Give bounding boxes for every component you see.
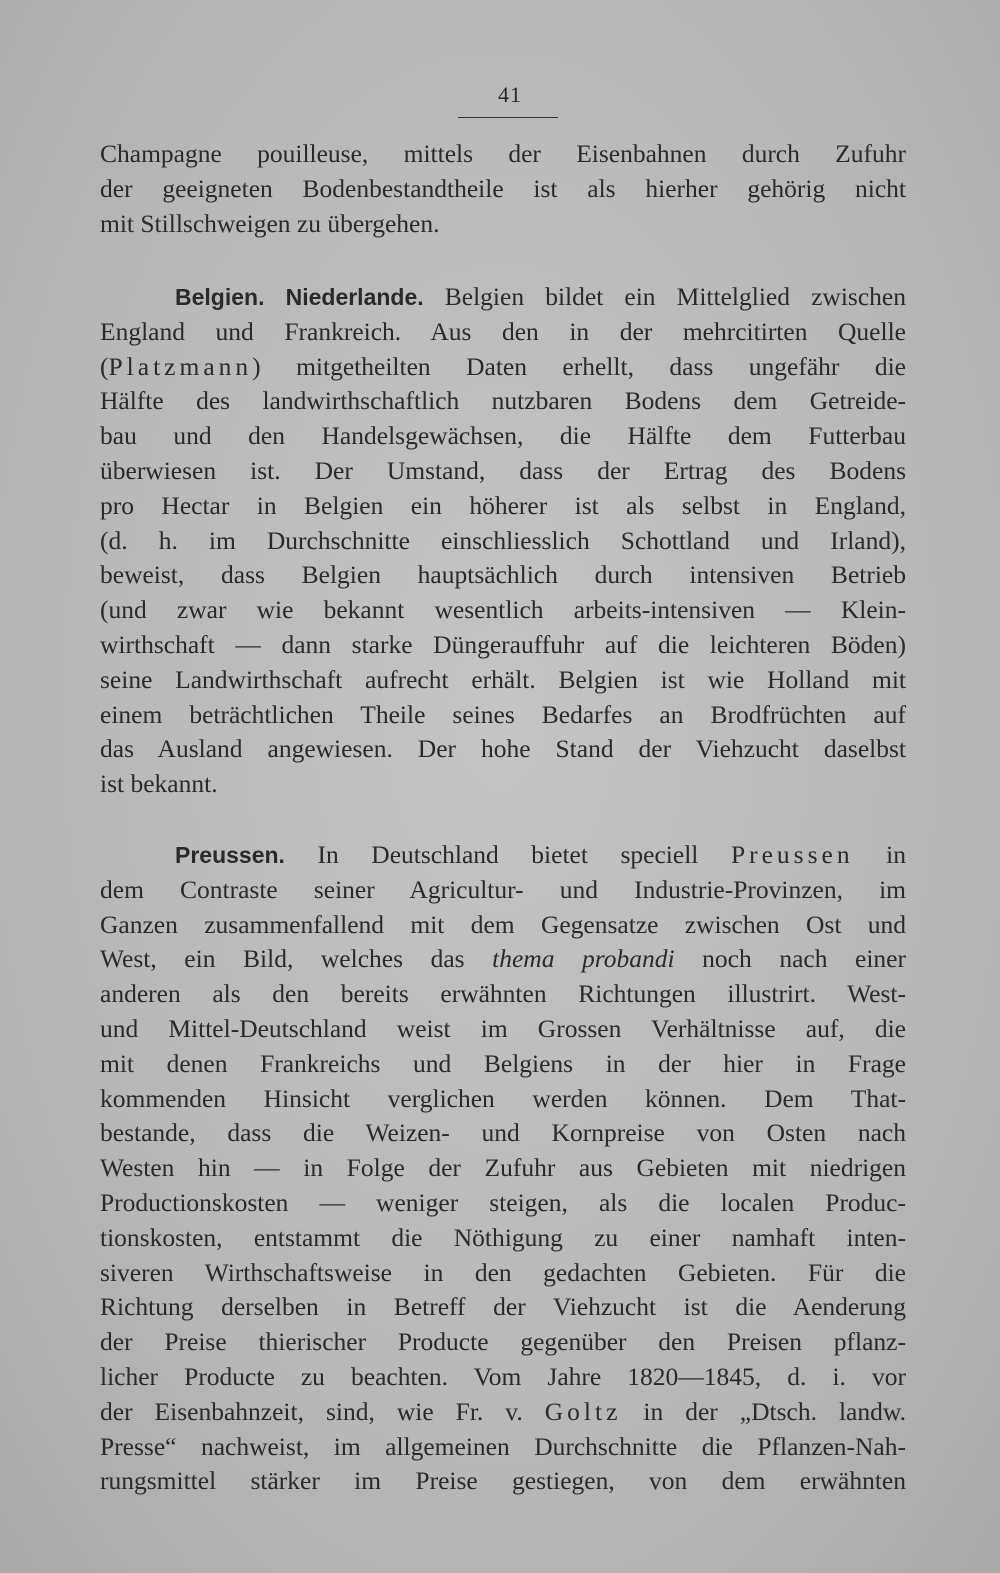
text-line bbox=[100, 350, 906, 385]
text-line bbox=[100, 280, 906, 315]
text-span: ( bbox=[100, 351, 109, 381]
page-number: 41 bbox=[498, 82, 522, 107]
text-span: in bbox=[853, 840, 906, 869]
emphasis-preussen: Preussen bbox=[730, 840, 854, 869]
text-line: wirthschaft — dann starke Düngerauffuhr auf die leichteren Böden) bbox=[100, 629, 906, 659]
text-line: der Preise thierischer Producte gegenüber den Preisen pflanz- bbox=[100, 1327, 906, 1357]
text-line: Productionskosten — weniger steigen, als die localen Produc- bbox=[100, 1187, 906, 1217]
text-line: Westen hin — in Folge der Zufuhr aus Gebieten mit niedrigen bbox=[100, 1153, 906, 1183]
text-line: dem Contraste seiner Agricultur- und Industrie-Provinzen, im bbox=[100, 874, 906, 904]
text-line: das Ausland angewiesen. Der hohe Stand der Viehzucht daselbst bbox=[100, 734, 906, 764]
text-line: bestande, dass die Weizen- und Kornpreise von Osten nach bbox=[100, 1118, 906, 1148]
text-line: seine Landwirthschaft aufrecht erhält. Belgien ist wie Holland mit bbox=[100, 664, 906, 694]
text-line: (d. h. im Durchschnitte einschliesslich Schottland und Irland), bbox=[100, 525, 906, 555]
section-heading-preussen: Preussen. bbox=[175, 842, 285, 868]
text-line: mit Stillschweigen zu übergehen. bbox=[100, 208, 440, 238]
page-number-rule bbox=[458, 117, 558, 118]
text-span: West, ein Bild, welches das bbox=[100, 944, 493, 974]
text-span: ) mitgetheilten Daten erhellt, dass ungefähr die bbox=[252, 351, 906, 381]
text-line: kommenden Hinsicht verglichen werden können. Dem That- bbox=[100, 1083, 906, 1113]
text-span: Belgien bildet ein Mittelglied zwischen bbox=[423, 282, 906, 311]
text-line bbox=[100, 838, 906, 873]
text-line: rungsmittel stärker im Preise gestiegen, von dem erwähnten bbox=[100, 1466, 906, 1496]
text-line: bau und den Handelsgewächsen, die Hälfte dem Futterbau bbox=[100, 421, 906, 451]
text-span: in der „Dtsch. landw. bbox=[621, 1396, 906, 1426]
text-line: der geeigneten Bodenbestandtheile ist als hierher gehörig nicht bbox=[100, 173, 906, 203]
intro-paragraph bbox=[100, 137, 906, 241]
italic-thema-probandi: thema probandi bbox=[492, 944, 675, 974]
text-line: Champagne pouilleuse, mittels der Eisenbahnen durch Zufuhr bbox=[100, 139, 906, 168]
text-line: tionskosten, entstammt die Nöthigung zu einer namhaft inten- bbox=[100, 1222, 906, 1252]
text-line: Hälfte des landwirthschaftlich nutzbaren Bodens dem Getreide- bbox=[100, 386, 906, 416]
text-span: noch nach einer bbox=[674, 944, 906, 974]
text-span: der Eisenbahnzeit, sind, wie Fr. v. bbox=[100, 1396, 545, 1426]
text-line: pro Hectar in Belgien ein höherer ist als selbst in England, bbox=[100, 490, 906, 520]
belgien-paragraph bbox=[100, 280, 906, 802]
text-line: überwiesen ist. Der Umstand, dass der Ertrag des Bodens bbox=[100, 455, 906, 485]
text-line: siveren Wirthschaftsweise in den gedachten Gebieten. Für die bbox=[100, 1257, 906, 1287]
text-line: und Mittel-Deutschland weist im Grossen Verhältnisse auf, die bbox=[100, 1013, 906, 1043]
text-line: England und Frankreich. Aus den in der mehrcitirten Quelle bbox=[100, 316, 906, 346]
text-line: ist bekannt. bbox=[100, 769, 218, 799]
text-line: Richtung derselben in Betreff der Viehzucht ist die Aenderung bbox=[100, 1292, 906, 1322]
author-name-platzmann: Platzmann bbox=[108, 351, 253, 381]
text-span: In Deutschland bietet speciell bbox=[284, 840, 731, 869]
text-line: (und zwar wie bekannt wesentlich arbeits-intensiven — Klein- bbox=[100, 595, 906, 625]
text-line: anderen als den bereits erwähnten Richtungen illustrirt. West- bbox=[100, 979, 906, 1009]
text-line bbox=[100, 942, 906, 977]
text-line: beweist, dass Belgien hauptsächlich durch intensiven Betrieb bbox=[100, 560, 906, 590]
text-line: Ganzen zusammenfallend mit dem Gegensatze zwischen Ost und bbox=[100, 909, 906, 939]
text-line: licher Producte zu beachten. Vom Jahre 1820—1845, d. i. vor bbox=[100, 1361, 906, 1391]
text-line: Presse“ nachweist, im allgemeinen Durchschnitte die Pflanzen-Nah- bbox=[100, 1431, 906, 1461]
author-name-goltz: Goltz bbox=[544, 1396, 622, 1426]
preussen-paragraph bbox=[100, 838, 906, 1499]
text-line: einem beträchtlichen Theile seines Bedarfes an Brodfrüchten auf bbox=[100, 699, 906, 729]
text-line: mit denen Frankreichs und Belgiens in der hier in Frage bbox=[100, 1048, 906, 1078]
section-heading-belgien: Belgien. Niederlande. bbox=[175, 284, 424, 310]
text-line bbox=[100, 1395, 906, 1430]
